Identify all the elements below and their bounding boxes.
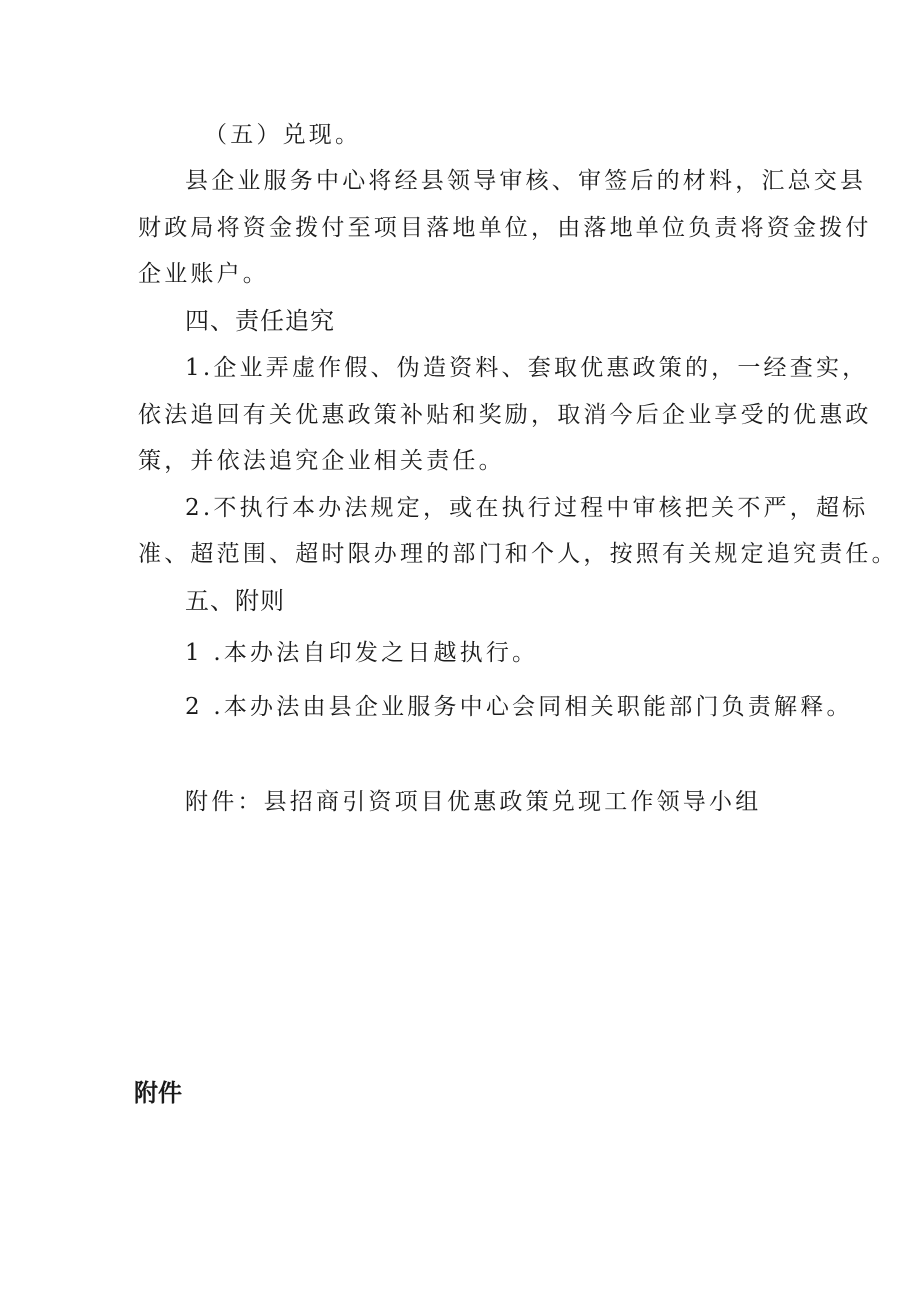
attachment-heading: 附件 (134, 1079, 182, 1107)
paragraph-line: 企业账户。 (138, 261, 269, 287)
paragraph-line: 1.企业弄虚作假、伪造资料、套取优惠政策的，一经查实， (185, 355, 869, 381)
section-heading-accountability: 四、责任追究 (185, 307, 335, 335)
attachment-note: 附件：县招商引资项目优惠政策兑现工作领导小组 (185, 789, 762, 815)
paragraph-line: 2.不执行本办法规定，或在执行过程中审核把关不严，超标 (185, 495, 869, 521)
paragraph-line: 县企业服务中心将经县领导审核、审签后的材料，汇总交县 (185, 168, 867, 194)
section-heading-supplementary: 五、附则 (185, 587, 285, 615)
paragraph-line: 2 .本办法由县企业服务中心会同相关职能部门负责解释。 (185, 694, 853, 720)
paragraph-line: 依法追回有关优惠政策补贴和奖励，取消今后企业享受的优惠政 (138, 402, 872, 428)
paragraph-line: 1 .本办法自印发之日越执行。 (185, 640, 539, 666)
paragraph-line: 财政局将资金拨付至项目落地单位，由落地单位负责将资金拨付 (138, 215, 872, 241)
paragraph-line: 准、超范围、超时限办理的部门和个人，按照有关规定追究责任。 (138, 541, 898, 567)
paragraph-line: 策，并依法追究企业相关责任。 (138, 448, 505, 474)
subsection-heading-redemption: （五）兑现。 (204, 122, 362, 148)
